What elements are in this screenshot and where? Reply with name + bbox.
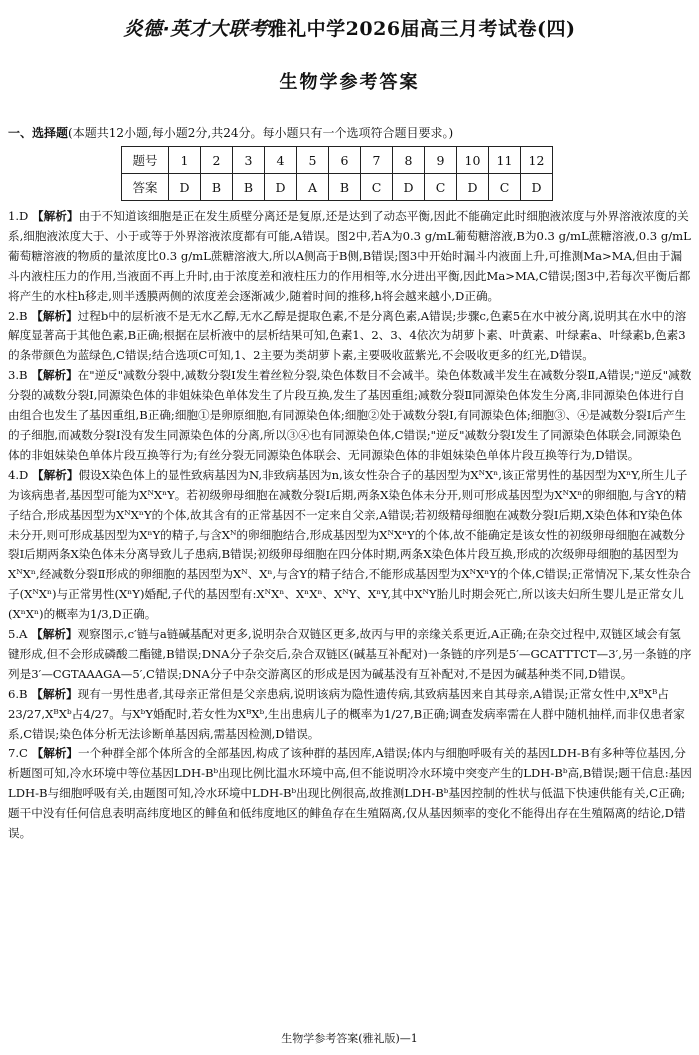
question-number-cell: 4 — [265, 147, 297, 174]
exam-header — [0, 14, 699, 41]
answer-cell: B — [201, 174, 233, 201]
answer-cell: D — [457, 174, 489, 201]
answer-cell: A — [297, 174, 329, 201]
explanation-item — [8, 307, 692, 367]
explanation-item — [8, 466, 692, 625]
row-label-answer: 答案 — [122, 174, 169, 201]
section-heading — [8, 124, 453, 141]
explanation-text: 现有一男性患者,其母亲正常但是父亲患病,说明该病为隐性遗传病,其致病基因来自其母亲,A错误;正常女性中,XᴮXᴮ占23/27,XᴮXᵇ占4/27。与XᵇY婚配时,若女性为XᴮXᵇ,生出患病儿子的概率为1/27,B正确;调查发病率需在人群中随机抽样,而非仅患者家系,C错误;染色体分析无法诊断单基因病,需基因检测,D错误。 — [8, 686, 685, 741]
explanation-text: 在"逆反"减数分裂中,减数分裂Ⅰ发生着丝粒分裂,染色体数目不会减半。染色体数减半发生在减数分裂Ⅱ,A错误;"逆反"减数分裂的减数分裂Ⅰ,同源染色体的非姐妹染色单体发生了片段互换,发生了基因重组;减数分裂Ⅱ同源染色体发生分离,非同源染色体进行自由组合也发生了基因重组,B正确;细胞①是卵原细胞,有同源染色体;细胞②处于减数分裂Ⅰ,有同源染色体;细胞③、④是减数分裂Ⅰ后产生的子细胞,而减数分裂Ⅰ没有发生同源染色体的分离,所以③④也有同源染色体,C错误;"逆反"减数分裂Ⅰ发生了同源染色体联会,同源染色体的非姐妹染色单体片段互换等行为;有丝分裂无同源染色体联会、无同源染色体的非姐妹染色单体片段互换等行为,D错误。 — [8, 368, 692, 462]
answer-row — [122, 174, 553, 201]
explanation-item — [8, 366, 692, 466]
explanation-item — [8, 625, 692, 685]
question-answer-number: 5.A — [8, 627, 28, 642]
question-number-cell: 11 — [489, 147, 521, 174]
question-number-cell: 12 — [521, 147, 553, 174]
explanation-text: 由于不知道该细胞是正在发生质壁分离还是复原,还是达到了动态平衡,因此不能确定此时细胞液浓度与外界溶液浓度的关系,细胞液浓度大于、小于或等于外界溶液浓度都有可能,A错误。图2中,若A为0.3 g/mL葡萄糖溶液,B为0.3 g/mL蔗糖溶液,0.3 g/mL葡萄糖溶液的物质的量浓度比0.3 g/mL蔗糖溶液大,所以A侧高于B侧,B错误;图3中开始时漏斗内液面上升,可推测Ma>MA,但由于漏斗内液柱压力的作用,当液面不再上升时,由于浓度差和液柱压力的作用相等,水分进出平衡,因此Ma>MA,C错误;图3中,若每次平衡后都将产生的水柱h移走,则半透膜两侧的浓度差会逐渐减少,随着时间的推移,h将会越来越小,D正确。 — [8, 209, 691, 303]
question-number-cell: 6 — [329, 147, 361, 174]
analysis-tag: 【解析】 — [31, 686, 78, 701]
answer-cell: B — [329, 174, 361, 201]
analysis-tag: 【解析】 — [31, 627, 78, 642]
explanation-text: 假设X染色体上的显性致病基因为N,非致病基因为n,该女性杂合子的基因型为XᴺXⁿ,该正常男性的基因型为XⁿY,所生儿子为该病患者,基因型可能为XᴺXⁿY。若初级卵母细胞在减数分裂Ⅰ后期,两条X染色体未分开,则可形成基因型为XᴺXⁿ的卵细胞,与含Y的精子结合,形成基因型为XᴺXⁿY的个体,故其含有的正常基因不一定来自父亲,A错误;若初级精母细胞在减数分裂Ⅰ后期,X染色体和Y染色体未分开,则可形成基因型为XⁿY的精子,与含Xᴺ的卵细胞结合,形成基因型为XᴺXⁿY的个体,故不能确定是该女性的初级卵母细胞在减数分裂Ⅰ后期两条X染色体未分离导致儿子患病,B错误;初级卵母细胞在四分体时期,两条X染色体片段互换,形成的次级卵母细胞的基因型为XᴺXⁿ,经减数分裂Ⅱ形成的卵细胞的基因型为Xᴺ、Xⁿ,与含Y的精子结合,不能形成基因型为XᴺXⁿY的个体,C错误;正常情况下,某女性杂合子(XᴺXⁿ)与正常男性(XⁿY)婚配,子代的基因型有:XᴺXⁿ、XⁿXⁿ、XᴺY、XⁿY,其中XᴺY胎儿时期会死亡,所以该夫妇所生婴儿是正常女儿(XⁿXⁿ)的概率为1/3,D正确。 — [8, 467, 692, 622]
question-answer-number: 4.D — [8, 467, 29, 482]
question-number-cell: 8 — [393, 147, 425, 174]
answer-cell: B — [233, 174, 265, 201]
question-number-cell: 2 — [201, 147, 233, 174]
analysis-tag: 【解析】 — [32, 209, 79, 223]
answer-cell: C — [361, 174, 393, 201]
exam-title: 雅礼中学2026届高三月考试卷(四) — [267, 18, 576, 40]
answer-cell: D — [393, 174, 425, 201]
question-number-cell: 5 — [297, 147, 329, 174]
explanation-text: 一个种群全部个体所含的全部基因,构成了该种群的基因库,A错误;体内与细胞呼吸有关的基因LDH-B有多种等位基因,分析题图可知,冷水环境中等位基因LDH-Bᵇ出现比例比温水环境中高,但不能说明冷水环境中突变产生的LDH-Bᵇ高,B错误;题干信息:基因LDH-B与细胞呼吸有关,由题图可知,冷水环境中LDH-Bᵇ出现比例很高,故推测LDH-Bᵇ基因控制的性状与低温下快速供能有关,C正确;题干中没有任何信息表明高纬度地区的鲱鱼和低纬度地区的鲱鱼存在生殖隔离,仅从基因频率的变化不能得出存在生殖隔离的结论,D错误。 — [8, 746, 692, 841]
question-answer-number: 6.B — [8, 686, 28, 701]
question-number-cell: 1 — [169, 147, 201, 174]
page-footer: 生物学参考答案(雅礼版)—1 — [281, 1032, 418, 1045]
explanation-text: 过程b中的层析液不是无水乙醇,无水乙醇是提取色素,不是分离色素,A错误;步骤c,色素5在水中被分离,说明其在水中的溶解度显著高于其他色素,B正确;根据在层析液中的层析结果可知,色素1、2、3、4依次为胡萝卜素、叶黄素、叶绿素a、叶绿素b,色素3的条带颜色为蓝绿色,C错误;结合选项C可知,1、2主要为类胡萝卜素,主要吸收蓝紫光,不会吸收更多的红光,D错误。 — [8, 308, 687, 363]
row-label-number: 题号 — [122, 147, 169, 174]
question-answer-number: 1.D — [8, 209, 29, 223]
analysis-tag: 【解析】 — [31, 746, 79, 761]
answer-cell: C — [425, 174, 457, 201]
explanation-item — [8, 685, 692, 745]
question-number-cell: 10 — [457, 147, 489, 174]
section-instruction: (本题共12小题,每小题2分,共24分。每小题只有一个选项符合题目要求。) — [68, 126, 454, 140]
analysis-tag: 【解析】 — [31, 368, 78, 383]
answer-cell: D — [265, 174, 297, 201]
question-number-cell: 9 — [425, 147, 457, 174]
analysis-tag: 【解析】 — [32, 467, 79, 482]
section-label: 一、选择题 — [8, 126, 69, 140]
question-answer-number: 2.B — [8, 308, 28, 323]
explanation-item — [8, 207, 692, 307]
explanation-text: 观察图示,c′链与a链碱基配对更多,说明杂合双链区更多,故丙与甲的亲缘关系更近,A正确;在杂交过程中,双链区域会有氢键形成,但不会形成磷酸二酯键,B错误;DNA分子杂交后,杂合双链区(碱基互补配对)一条链的序列是5′—GCATTTCT—3′,另一条链的序列是3′—CGTAAAGA—5′,C错误;DNA分子中杂交游离区的形成是因为碱基没有互补配对,不是因为碱基种类不同,D错误。 — [8, 627, 692, 681]
answer-cell: C — [489, 174, 521, 201]
analysis-tag: 【解析】 — [31, 308, 78, 323]
question-number-cell: 3 — [233, 147, 265, 174]
question-number-row — [122, 147, 553, 174]
answer-table — [121, 146, 553, 201]
question-number-cell: 7 — [361, 147, 393, 174]
explanation-item — [8, 744, 692, 844]
brand-name: 炎德·英才大联考 — [123, 18, 268, 40]
answer-cell: D — [521, 174, 553, 201]
document-subtitle: 生物学参考答案 — [279, 72, 420, 93]
explanations — [8, 207, 692, 844]
question-answer-number: 7.C — [8, 746, 28, 761]
question-answer-number: 3.B — [8, 368, 28, 383]
answer-cell: D — [169, 174, 201, 201]
